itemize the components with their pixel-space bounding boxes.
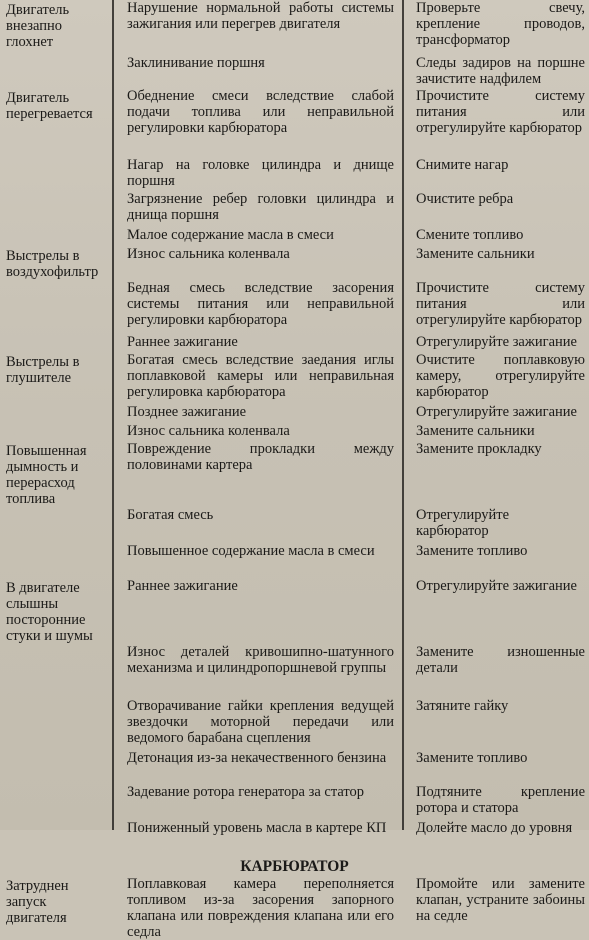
fix-cell: Прочистите систему питания или отрегулируйте карбюратор	[416, 88, 585, 136]
cause-cell: Малое содержание масла в смеси	[127, 227, 334, 243]
symptom-cell: Затруднен запуск двигателя	[6, 878, 69, 926]
symptom-cell	[0, 227, 112, 246]
cause-cell: Загрязнение ребер головки цилиндра и днища поршня	[127, 191, 394, 223]
cause-cell: Позднее зажигание	[127, 404, 247, 420]
fix-cell: Подтяните крепление ротора и статора	[416, 784, 585, 816]
fix-cell: Отрегулируйте зажигание	[416, 404, 577, 420]
fix-cell: Смените топливо	[416, 227, 524, 243]
cause-cell: Бедная смесь вследствие засорения системы питания или неправильной регулировки карбюратора	[127, 280, 394, 328]
section-header-row	[0, 856, 589, 876]
fix-cell: Замените сальники	[416, 423, 535, 439]
table-row	[0, 423, 589, 441]
fix-cell: Прочистите систему питания или отрегулируйте карбюратор	[416, 280, 585, 328]
fix-cell: Следы задиров на поршне зачистите надфилем	[416, 55, 585, 87]
fix-cell: Проверьте свечу, крепление проводов, трансформатор	[416, 0, 585, 48]
table-row	[0, 191, 589, 227]
fix-cell: Отрегулируйте карбюратор	[416, 507, 510, 539]
cause-cell: Обеднение смеси вследствие слабой подачи топлива или неправильной регулировки карбюратора	[127, 88, 394, 136]
cause-cell: Нарушение нормальной работы системы зажигания или перегрев двигателя	[127, 0, 394, 32]
fix-cell: Замените прокладку	[416, 441, 542, 457]
symptom-cell	[0, 280, 112, 334]
symptom-cell	[0, 191, 112, 227]
table-row	[0, 157, 589, 191]
table-row	[0, 246, 589, 280]
fix-cell: Снимите нагар	[416, 157, 509, 173]
symptom-cell	[0, 750, 112, 784]
cause-cell: Нагар на головке цилиндра и днище поршня	[127, 157, 394, 189]
table-row	[0, 820, 589, 856]
table-row	[0, 334, 589, 352]
table-row	[0, 88, 589, 157]
fix-cell: Долейте масло до уровня	[416, 820, 573, 836]
symptom-cell: Повышенная дымность и перерасход топлива	[6, 443, 87, 507]
symptom-cell	[0, 55, 112, 88]
fix-cell: Очистите поплавковую камеру, отрегулируйте карбюратор	[416, 352, 585, 400]
symptom-cell	[0, 820, 112, 856]
cause-cell: Поплавковая камера переполняется топливом из-за засорения запорного клапана или повреждения клапана или его седла	[127, 876, 394, 940]
cause-cell: Заклинивание поршня	[127, 55, 265, 71]
symptom-cell	[0, 423, 112, 441]
symptom-cell	[0, 543, 112, 578]
symptom-cell: В двигателе слышны посторонние стуки и шумы	[6, 580, 93, 644]
table-row	[0, 698, 589, 750]
symptom-cell	[0, 404, 112, 423]
cause-cell: Богатая смесь вследствие заедания иглы поплавковой камеры или неправильная регулировка карбюратора	[127, 352, 394, 400]
table-row	[0, 352, 589, 404]
fix-cell: Промойте или замените клапан, устраните забоины на седле	[416, 876, 585, 924]
table-row	[0, 578, 589, 644]
symptom-cell	[0, 507, 112, 543]
table-row	[0, 404, 589, 423]
fix-cell: Замените изношенные детали	[416, 644, 585, 676]
fix-cell: Затяните гайку	[416, 698, 509, 714]
cause-cell: Раннее зажигание	[127, 334, 238, 350]
cause-cell: Раннее зажигание	[127, 578, 238, 594]
fix-cell: Очистите ребра	[416, 191, 514, 207]
symptom-cell	[0, 784, 112, 820]
table-row	[0, 441, 589, 507]
table-row	[0, 750, 589, 784]
cause-cell: Износ деталей кривошипно-шатунного механизма и цилиндропоршневой группы	[127, 644, 394, 676]
fix-cell: Замените топливо	[416, 750, 528, 766]
fix-cell: Замените сальники	[416, 246, 535, 262]
cause-cell: Износ сальника коленвала	[127, 246, 290, 262]
table-row	[0, 507, 589, 543]
table-row	[0, 644, 589, 698]
symptom-cell: Двигатель перегревается	[6, 90, 93, 122]
table-row	[0, 543, 589, 578]
symptom-cell: Выстрелы в воздухофильтр	[6, 248, 99, 280]
symptom-cell	[0, 157, 112, 191]
table-row	[0, 784, 589, 820]
cause-cell: Детонация из-за некачественного бензина	[127, 750, 387, 766]
table-row	[0, 876, 589, 940]
cause-cell: Повреждение прокладки между половинами картера	[127, 441, 394, 473]
cause-cell: Отворачивание гайки крепления ведущей звездочки моторной передачи или ведомого барабана сцепления	[127, 698, 394, 746]
symptom-cell	[0, 334, 112, 352]
symptom-cell: Выстрелы в глушителе	[6, 354, 80, 386]
cause-cell: Износ сальника коленвала	[127, 423, 290, 439]
table-row	[0, 227, 589, 246]
cause-cell: Пониженный уровень масла в картере КП	[127, 820, 387, 836]
table-row	[0, 55, 589, 88]
symptom-cell	[0, 644, 112, 698]
symptom-cell: Двигатель внезапно глохнет	[6, 2, 70, 50]
fix-cell: Замените топливо	[416, 543, 528, 559]
cause-cell: Задевание ротора генератора за статор	[127, 784, 365, 800]
fix-cell: Отрегулируйте зажигание	[416, 334, 577, 350]
table-row	[0, 0, 589, 55]
cause-cell: Повышенное содержание масла в смеси	[127, 543, 375, 559]
table-row	[0, 280, 589, 334]
cause-cell: Богатая смесь	[127, 507, 214, 523]
fix-cell: Отрегулируйте зажигание	[416, 578, 577, 594]
symptom-cell	[0, 698, 112, 750]
section-title: КАРБЮРАТОР	[240, 858, 349, 875]
